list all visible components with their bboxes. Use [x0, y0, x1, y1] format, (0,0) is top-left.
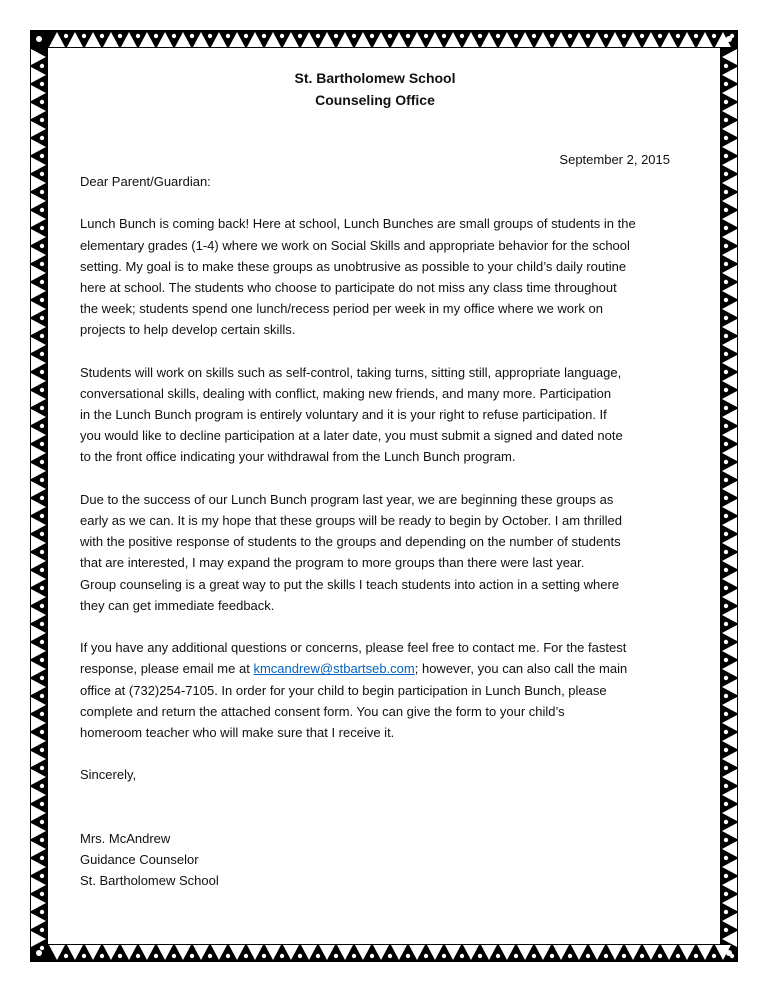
letter-body — [80, 171, 636, 891]
border-ornament — [724, 928, 728, 932]
border-ornament — [724, 352, 728, 356]
paragraph-line: with the positive response of students to the groups and depending on the number of students — [80, 534, 621, 550]
border-ornament — [40, 460, 44, 464]
border-ornament — [40, 406, 44, 410]
border-ornament — [40, 478, 44, 482]
border-ornament — [40, 820, 44, 824]
border-ornament — [724, 496, 728, 500]
border-ornament — [724, 190, 728, 194]
border-ornament — [388, 34, 392, 38]
border-ornament — [40, 730, 44, 734]
border-ornament — [514, 954, 518, 958]
border-ornament — [40, 604, 44, 608]
paragraph-line: elementary grades (1-4) where we work on Social Skills and appropriate behavior for the school — [80, 237, 630, 253]
border-ornament — [40, 874, 44, 878]
border-ornament — [40, 766, 44, 770]
paragraph-line: Due to the success of our Lunch Bunch program last year, we are beginning these groups as — [80, 491, 614, 507]
border-ornament — [262, 34, 266, 38]
border-ornament — [388, 954, 392, 958]
border-ornament — [622, 954, 626, 958]
border-ornament — [724, 586, 728, 590]
paragraph-line: If you have any additional questions or concerns, please feel free to contact me. For the fastest — [80, 640, 627, 656]
border-ornament — [424, 954, 428, 958]
border-ornament — [100, 954, 104, 958]
border-ornament — [100, 34, 104, 38]
body-paragraph — [80, 489, 636, 616]
border-ornament — [496, 954, 500, 958]
border-ornament — [724, 370, 728, 374]
border-ornament — [40, 514, 44, 518]
email-link[interactable]: kmcandrew@stbartseb.com — [253, 661, 415, 677]
border-ornament — [352, 34, 356, 38]
border-ornament — [478, 954, 482, 958]
border-ornament — [40, 136, 44, 140]
signature-school: St. Bartholomew School — [80, 873, 219, 889]
signature-name: Mrs. McAndrew — [80, 830, 171, 846]
border-ornament — [726, 950, 732, 956]
border-ornament — [334, 34, 338, 38]
border-ornament — [724, 424, 728, 428]
border-ornament — [724, 172, 728, 176]
border-ornament — [724, 874, 728, 878]
paragraph-line: office at (732)254-7105. In order for your child to begin participation in Lunch Bunch, please — [80, 682, 607, 698]
border-ornament — [40, 784, 44, 788]
paragraph-line: homeroom teacher who will make sure that I receive it. — [80, 724, 395, 740]
border-ornament — [724, 838, 728, 842]
signature-title: Guidance Counselor — [80, 852, 199, 867]
border-ornament — [724, 946, 728, 950]
paragraph-line: setting. My goal is to make these groups as unobtrusive as possible to your child’s daily routine — [80, 258, 627, 274]
border-ornament — [334, 954, 338, 958]
border-ornament — [64, 34, 68, 38]
border-ornament — [478, 34, 482, 38]
border-ornament — [496, 34, 500, 38]
border-ornament — [724, 532, 728, 536]
border-ornament — [460, 954, 464, 958]
border-ornament — [40, 928, 44, 932]
border-ornament — [40, 334, 44, 338]
border-ornament — [40, 838, 44, 842]
border-ornament — [136, 34, 140, 38]
letter-date: September 2, 2015 — [559, 152, 670, 167]
border-ornament — [154, 34, 158, 38]
border-ornament — [40, 154, 44, 158]
paragraph-line: you would like to decline participation at a later date, you must submit a signed and dated note — [80, 428, 623, 444]
border-ornament — [40, 712, 44, 716]
border-ornament — [82, 34, 86, 38]
border-ornament — [40, 496, 44, 500]
border-ornament — [568, 954, 572, 958]
border-ornament — [724, 244, 728, 248]
border-ornament — [40, 622, 44, 626]
border-ornament — [568, 34, 572, 38]
border-ornament — [40, 262, 44, 266]
border-ornament — [604, 34, 608, 38]
border-ornament — [40, 244, 44, 248]
border-ornament — [298, 34, 302, 38]
paragraph-line: they can get immediate feedback. — [80, 597, 275, 613]
paragraph-line: projects to help develop certain skills. — [80, 322, 296, 338]
border-ornament — [118, 954, 122, 958]
border-ornament — [208, 34, 212, 38]
border-ornament — [724, 658, 728, 662]
border-ornament — [40, 640, 44, 644]
border-ornament — [532, 34, 536, 38]
closing: Sincerely, — [80, 767, 137, 783]
office-name-heading: Counseling Office — [315, 92, 435, 108]
border-ornament — [724, 622, 728, 626]
border-ornament — [724, 910, 728, 914]
border-ornament — [724, 334, 728, 338]
border-ornament — [370, 34, 374, 38]
salutation: Dear Parent/Guardian: — [80, 174, 211, 189]
border-ornament — [694, 34, 698, 38]
border-ornament — [676, 34, 680, 38]
border-ornament — [640, 34, 644, 38]
border-ornament — [262, 954, 266, 958]
border-ornament — [724, 154, 728, 158]
border-ornament — [724, 262, 728, 266]
border-ornament — [280, 954, 284, 958]
border-ornament — [460, 34, 464, 38]
border-ornament — [724, 802, 728, 806]
border-ornament — [724, 784, 728, 788]
paragraph-line: Lunch Bunch is coming back! Here at school, Lunch Bunches are small groups of students in the — [80, 216, 636, 232]
border-ornament — [40, 298, 44, 302]
border-ornament — [724, 730, 728, 734]
border-ornament — [118, 34, 122, 38]
border-ornament — [586, 34, 590, 38]
border-ornament — [40, 442, 44, 446]
paragraph-line: Group counseling is a great way to put the skills I teach students into action in a setting where — [80, 576, 620, 592]
paragraph-line: in the Lunch Bunch program is entirely voluntary and it is your right to refuse participation. If — [80, 407, 607, 423]
border-ornament — [724, 820, 728, 824]
border-ornament — [40, 316, 44, 320]
border-ornament — [40, 550, 44, 554]
border-ornament — [40, 856, 44, 860]
border-ornament — [40, 208, 44, 212]
border-ornament — [442, 954, 446, 958]
border-ornament — [724, 892, 728, 896]
border-ornament — [724, 136, 728, 140]
contact-paragraph — [80, 637, 636, 743]
body-paragraph — [80, 213, 636, 340]
border-ornament — [298, 954, 302, 958]
border-ornament — [712, 954, 716, 958]
border-ornament — [724, 226, 728, 230]
border-ornament — [40, 172, 44, 176]
border-ornament — [154, 954, 158, 958]
paragraph-line: here at school. The students who choose to participate do not miss any class time throughout — [80, 279, 617, 295]
border-ornament — [172, 34, 176, 38]
border-ornament — [40, 388, 44, 392]
border-ornament — [40, 892, 44, 896]
border-ornament — [40, 370, 44, 374]
border-ornament — [244, 34, 248, 38]
border-ornament — [724, 766, 728, 770]
paragraph-line: complete and return the attached consent form. You can give the form to your child’s — [80, 703, 565, 719]
border-ornament — [136, 954, 140, 958]
text: response, please email me at — [80, 661, 254, 677]
border-ornament — [36, 36, 42, 42]
border-ornament — [424, 34, 428, 38]
border-ornament — [316, 34, 320, 38]
border-ornament — [64, 954, 68, 958]
border-ornament — [40, 424, 44, 428]
border-ornament — [724, 550, 728, 554]
border-ornament — [550, 954, 554, 958]
text: ; however, you can also call the main — [414, 661, 628, 677]
border-ornament — [226, 34, 230, 38]
border-ornament — [36, 950, 42, 956]
border-ornament — [724, 694, 728, 698]
border-ornament — [316, 954, 320, 958]
body-paragraph — [80, 362, 636, 468]
border-ornament — [82, 954, 86, 958]
border-ornament — [724, 712, 728, 716]
border-ornament — [190, 34, 194, 38]
border-ornament — [724, 676, 728, 680]
border-ornament — [40, 532, 44, 536]
border-ornament — [172, 954, 176, 958]
border-ornament — [604, 954, 608, 958]
border-ornament — [208, 954, 212, 958]
border-ornament — [724, 316, 728, 320]
border-ornament — [370, 954, 374, 958]
paragraph-line: to the front office indicating your withdrawal from the Lunch Bunch program. — [80, 449, 516, 465]
border-ornament — [40, 694, 44, 698]
border-ornament — [40, 190, 44, 194]
border-ornament — [726, 36, 732, 42]
border-ornament — [658, 954, 662, 958]
border-ornament — [676, 954, 680, 958]
border-ornament — [724, 118, 728, 122]
border-ornament — [658, 34, 662, 38]
border-ornament — [724, 298, 728, 302]
border-ornament — [724, 280, 728, 284]
border-ornament — [724, 208, 728, 212]
border-ornament — [40, 586, 44, 590]
border-ornament — [640, 954, 644, 958]
paragraph-line: that are interested, I may expand the program to more groups than there were last year. — [80, 555, 585, 571]
border-ornament — [514, 34, 518, 38]
border-ornament — [622, 34, 626, 38]
border-ornament — [40, 118, 44, 122]
border-ornament — [40, 352, 44, 356]
border-ornament — [724, 748, 728, 752]
paragraph-line: the week; students spend one lunch/recess period per week in my office where we work on — [80, 301, 603, 317]
paragraph-line: Students will work on skills such as self-control, taking turns, sitting still, appropriate language, — [80, 364, 622, 380]
border-ornament — [724, 568, 728, 572]
border-ornament — [406, 34, 410, 38]
border-ornament — [532, 954, 536, 958]
border-ornament — [724, 406, 728, 410]
border-ornament — [406, 954, 410, 958]
border-ornament — [724, 388, 728, 392]
border-ornament — [40, 280, 44, 284]
border-ornament — [244, 954, 248, 958]
border-ornament — [724, 442, 728, 446]
border-ornament — [352, 954, 356, 958]
border-ornament — [724, 604, 728, 608]
border-ornament — [550, 34, 554, 38]
border-ornament — [40, 910, 44, 914]
border-ornament — [226, 954, 230, 958]
border-ornament — [190, 954, 194, 958]
border-ornament — [712, 34, 716, 38]
school-name-heading: St. Bartholomew School — [294, 70, 456, 86]
border-ornament — [40, 568, 44, 572]
border-ornament — [724, 478, 728, 482]
border-ornament — [724, 640, 728, 644]
border-ornament — [280, 34, 284, 38]
border-ornament — [40, 802, 44, 806]
border-ornament — [694, 954, 698, 958]
border-ornament — [40, 748, 44, 752]
paragraph-line — [80, 658, 636, 679]
paragraph-line: conversational skills, dealing with conflict, making new friends, and many more. Participation — [80, 385, 612, 401]
paragraph-line: early as we can. It is my hope that these groups will be ready to begin by October. I am thrilled — [80, 513, 622, 528]
border-ornament — [40, 226, 44, 230]
border-ornament — [724, 514, 728, 518]
border-ornament — [442, 34, 446, 38]
border-ornament — [40, 658, 44, 662]
border-ornament — [724, 856, 728, 860]
border-ornament — [40, 676, 44, 680]
border-ornament — [724, 460, 728, 464]
border-ornament — [40, 946, 44, 950]
border-ornament — [586, 954, 590, 958]
